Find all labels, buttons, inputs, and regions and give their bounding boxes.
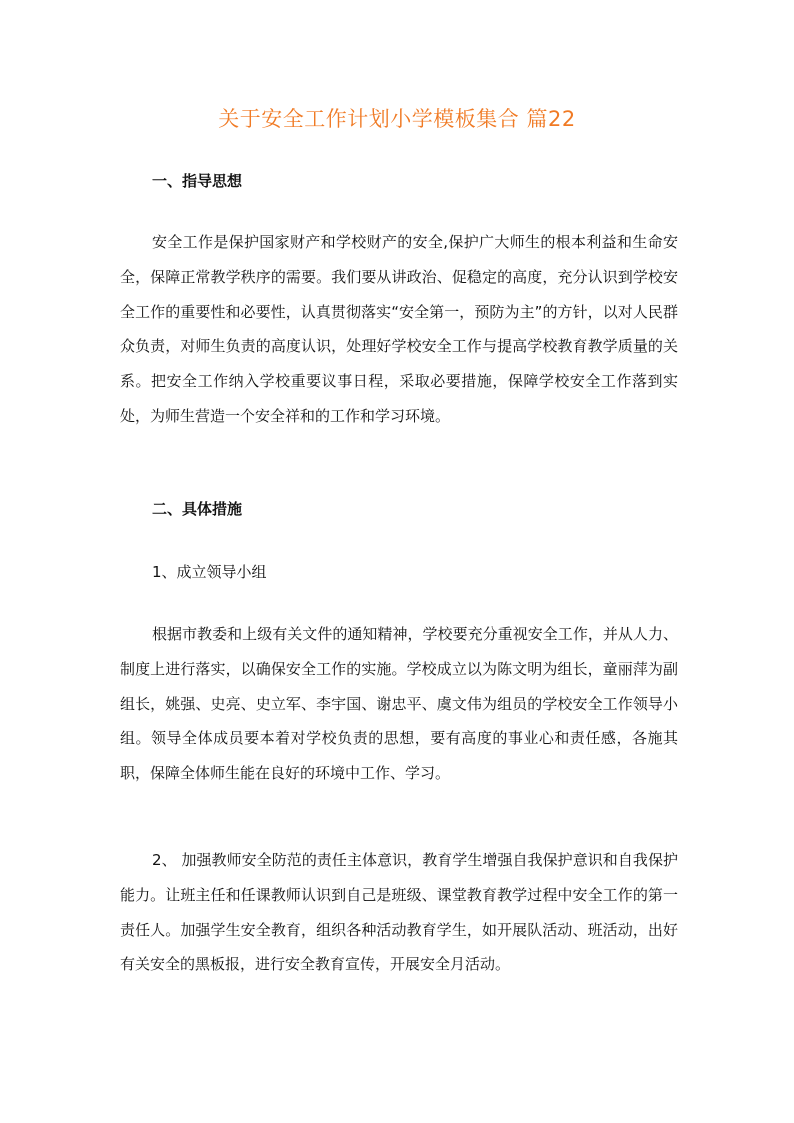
leadership-group-paragraph: 根据市教委和上级有关文件的通知精神，学校要充分重视安全工作，并从人力、制度上进行落实，以确保安全工作的实施。学校成立以为陈文明为组长，童丽萍为副组长，姚强、史亮、史立军、李宇国、谢忠平、虞文伟为组员的学校安全工作领导小组。领导全体成员要本着对学校负责的思想，要有高度的事业心和责任感，各施其职，保障全体师生能在良好的环境中工作、学习。 — [120, 625, 678, 783]
guiding-ideology-paragraph: 安全工作是保护国家财产和学校财产的安全,保护广大师生的根本利益和生命安全，保障正常教学秩序的需要。我们要从讲政治、促稳定的高度，充分认识到学校安全工作的重要性和必要性，认真贯彻落实“安全第一，预防为主”的方针，以对人民群众负责，对师生负责的高度认识，处理好学校安全工作与提高学校教育教学质量的关系。把安全工作纳入学校重要议事日程，采取必要措施，保障学校安全工作落到实处，为师生营造一个安全祥和的工作和学习环境。 — [120, 233, 678, 425]
teacher-responsibility-paragraph: 2、 加强教师安全防范的责任主体意识，教育学生增强自我保护意识和自我保护能力。让班主任和任课教师认识到自己是班级、课堂教育教学过程中安全工作的第一责任人。加强学生安全教育，组织各种活动教育学生，如开展队活动、班活动，出好有关安全的黑板报，进行安全教育宣传，开展安全月活动。 — [120, 851, 678, 974]
section-heading-guiding-ideology: 一、指导思想 — [152, 172, 243, 190]
section-heading-specific-measures: 二、具体措施 — [152, 500, 243, 518]
document-title: 关于安全工作计划小学模板集合 篇22 — [218, 107, 576, 131]
subheading-establish-leadership-group: 1、成立领导小组 — [152, 563, 267, 581]
